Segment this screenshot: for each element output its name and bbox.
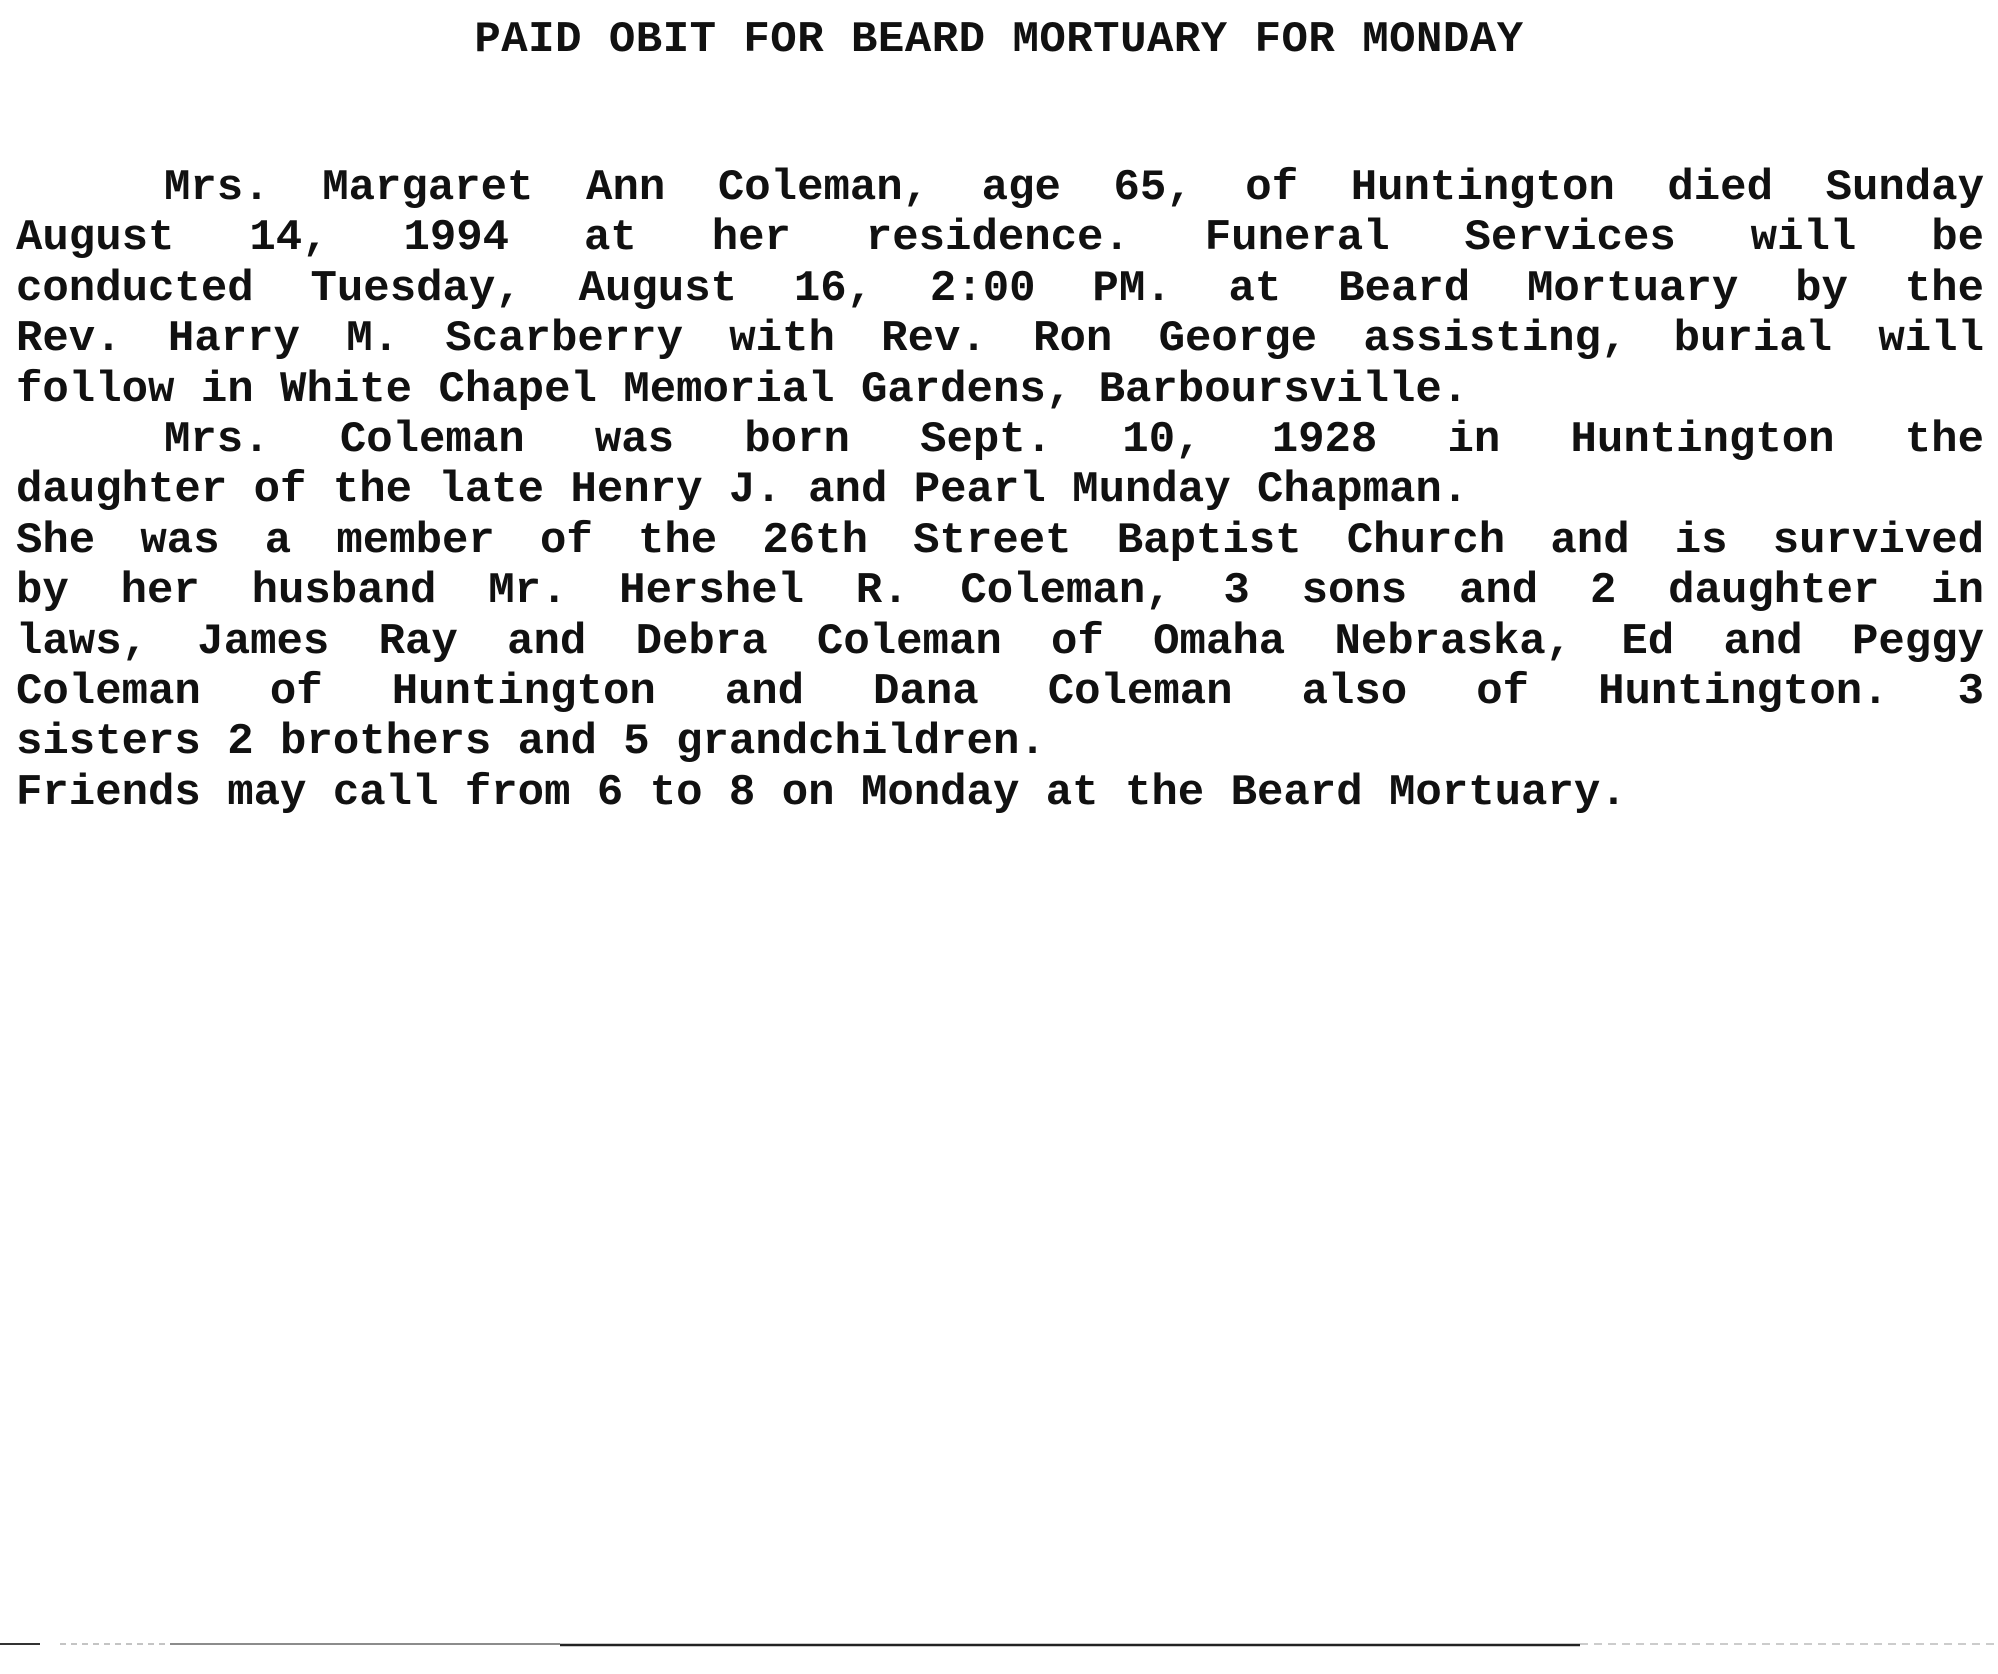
text-line: follow in White Chapel Memorial Gardens, Barboursville.: [16, 364, 1469, 415]
document-title: PAID OBIT FOR BEARD MORTUARY FOR MONDAY: [474, 15, 1524, 65]
text-line: Mrs. Coleman was born Sept. 10, 1928 in Huntington the: [164, 415, 1984, 466]
text-line: sisters 2 brothers and 5 grandchildren.: [16, 717, 1046, 768]
obituary-body: [16, 163, 1984, 818]
text-line: Rev. Harry M. Scarberry with Rev. Ron George assisting, burial will: [16, 314, 1984, 365]
text-line: Coleman of Huntington and Dana Coleman also of Huntington. 3: [16, 667, 1984, 718]
text-line: daughter of the late Henry J. and Pearl Munday Chapman.: [16, 465, 1469, 516]
text-line: laws, James Ray and Debra Coleman of Omaha Nebraska, Ed and Peggy: [16, 616, 1984, 667]
text-line: She was a member of the 26th Street Baptist Church and is survived: [16, 515, 1984, 566]
text-line: Mrs. Margaret Ann Coleman, age 65, of Huntington died Sunday: [164, 163, 1984, 213]
text-line: August 14, 1994 at her residence. Funeral Services will be: [16, 213, 1984, 264]
text-line: by her husband Mr. Hershel R. Coleman, 3 sons and 2 daughter in: [16, 566, 1984, 617]
bottom-rule: [0, 1641, 1998, 1647]
text-line: Friends may call from 6 to 8 on Monday at the Beard Mortuary.: [16, 767, 1627, 818]
text-line: conducted Tuesday, August 16, 2:00 PM. at Beard Mortuary by the: [16, 263, 1984, 314]
